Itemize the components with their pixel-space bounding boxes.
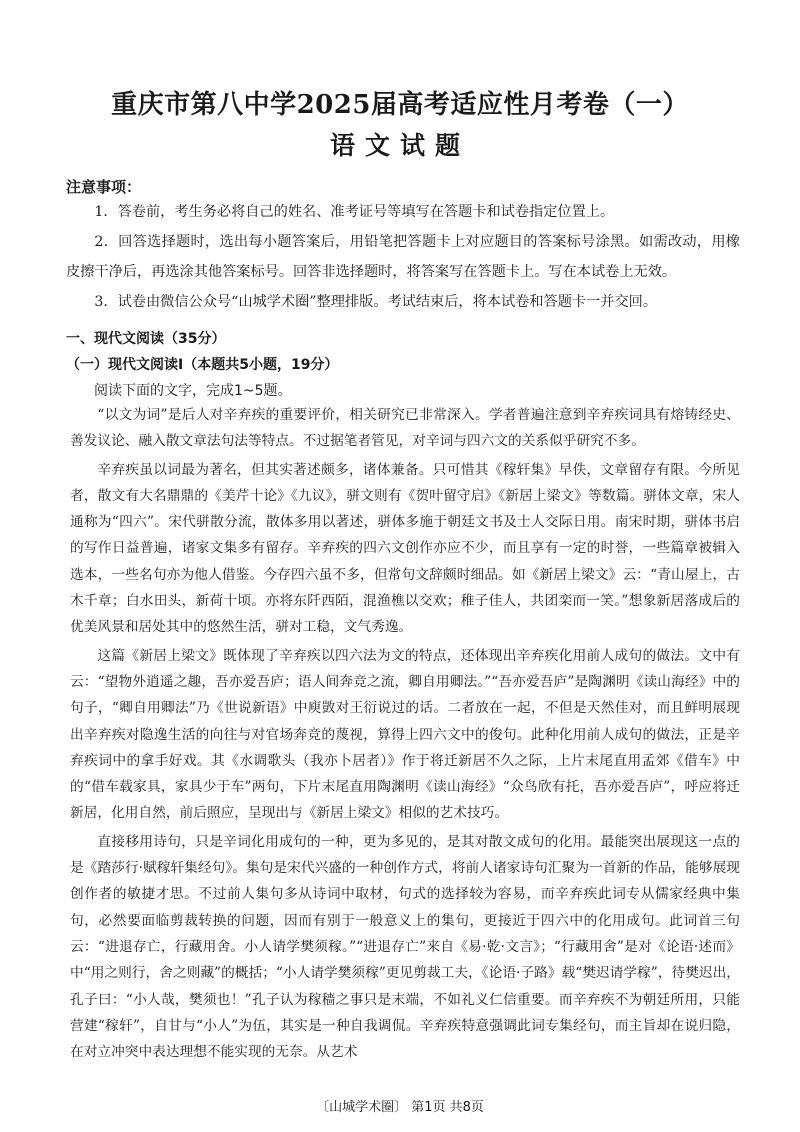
section-subheading: （一）现代文阅读Ⅰ（本题共5小题，19分） (66, 357, 339, 373)
passage-paragraph: “以文为词”是后人对辛弃疾的重要评价，相关研究已非常深入。学者普遍注意到辛弃疾词具有熔铸经史、善发议论、融入散文章法句法等特点。不过据笔者管见，对辛词与四六文的关系似乎研究不多。 (70, 407, 740, 450)
reading-instruction: 阅读下面的文字，完成1~5题。 (94, 383, 292, 399)
section-heading: 一、现代文阅读（35分） (66, 331, 226, 347)
exam-subtitle: 语文试题 (329, 131, 470, 160)
notice-heading: 注意事项： (66, 178, 142, 196)
passage-paragraph: 直接移用诗句，只是辛词化用成句的一种，更为多见的，是其对散文成句的化用。最能突出展现这一点的是《踏莎行·赋稼轩集经句》。集句是宋代兴盛的一种创作方式，将前人诸家诗句汇聚为一首新的作品，能够展现创作者的敏捷才思。不过前人集句多从诗词中取材，句式的选择较为容易，而辛弃疾此词专从儒家经典中集句，必然要面临剪裁转换的问题，因而有别于一般意义上的集句，更接近于四六中的化用成句。此词首三句云：“进退存亡，行藏用舍。小人请学樊须稼。”“进退存亡”来自《易·乾·文言》；“行藏用舍”是对《论语·述而》中“用之则行，舍之则藏”的概括；“小人请学樊须稼”更见剪裁工夫，《论语·子路》载“樊迟请学稼”，待樊迟出，孔子曰：“小人哉，樊须也！”孔子认为稼穑之事只是末端，不如礼义仁信重要。而辛弃疾不为朝廷所用，只能营建“稼轩”，自甘与“小人”为伍，其实是一种自我调侃。辛弃疾特意强调此词专集经句，而主旨却在说归隐，在对立冲突中表达理想不能实现的无奈。从艺术 (70, 833, 740, 1061)
reading-passage (70, 402, 740, 1067)
page-footer: 〔山城学术圈〕 第1页 共8页 (316, 1100, 484, 1115)
notice-item: 3．试卷由微信公众号“山城学术圈”整理排版。考试结束后，将本试卷和答题卡一并交回。 (94, 294, 658, 310)
passage-paragraph: 辛弃疾虽以词最为著名，但其实著述颇多，诸体兼备。只可惜其《稼轩集》早佚，文章留存有限。今所见者，散文有大名鼎鼎的《美芹十论》《九议》，骈文则有《贺叶留守启》《新居上梁文》等数篇。骈体文章，宋人通称为“四六”。宋代骈散分流，散体多用以著述，骈体多施于朝廷文书及士人交际日用。南宋时期，骈体书启的写作日益普遍，诸家文集多有留存。辛弃疾的四六文创作亦应不少，而且享有一定的时誉，一些篇章被辑入选本，一些名句亦为他人借鉴。今存四六虽不多，但常句文辞颇时细品。如《新居上梁文》云：“青山屋上，古木千章；白水田头，新荷十顷。亦将东阡西陌，混渔樵以交欢；稚子佳人，共团栾而一笑。”想象新居落成后的优美风景和居处其中的悠然生活，骈对工稳，文气秀逸。 (70, 461, 740, 636)
notice-item: 1．答卷前，考生务必将自己的姓名、准考证号等填写在答题卡和试卷指定位置上。 (94, 204, 615, 220)
exam-title: 重庆市第八中学2025届高考适应性月考卷（一） (111, 90, 689, 120)
passage-paragraph: 这篇《新居上梁文》既体现了辛弃疾以四六法为文的特点，还体现出辛弃疾化用前人成句的做法。文中有云：“望物外逍遥之趣，吾亦爱吾庐；语人间奔竞之流，卿自用卿法。”“吾亦爱吾庐”是陶渊明《读山海经》中的句子，“卿自用卿法”乃《世说新语》中庾敳对王衍说过的话。二者放在一起，不但是天然佳对，而且鲜明展现出辛弃疾对隐逸生活的向往与对官场奔竞的蔑视，算得上四六文中的俊句。此种化用前人成句的做法，正是辛弃疾词中的拿手好戏。其《水调歌头（我亦卜居者）》作于将迁新居不久之际，上片末尾直用孟郊《借车》中的“借车载家具，家具少于车”两句，下片末尾直用陶渊明《读山海经》“众鸟欣有托，吾亦爱吾庐”，呼应将迁新居，化用自然，前后照应，呈现出与《新居上梁文》相似的艺术技巧。 (70, 647, 740, 822)
notice-item: 2．回答选择题时，选出每小题答案后，用铅笔把答题卡上对应题目的答案标号涂黑。如需改动，用橡皮擦干净后，再选涂其他答案标号。回答非选择题时，将答案写在答题卡上。写在本试卷上无效。 (66, 234, 740, 280)
notice-list (66, 197, 740, 317)
